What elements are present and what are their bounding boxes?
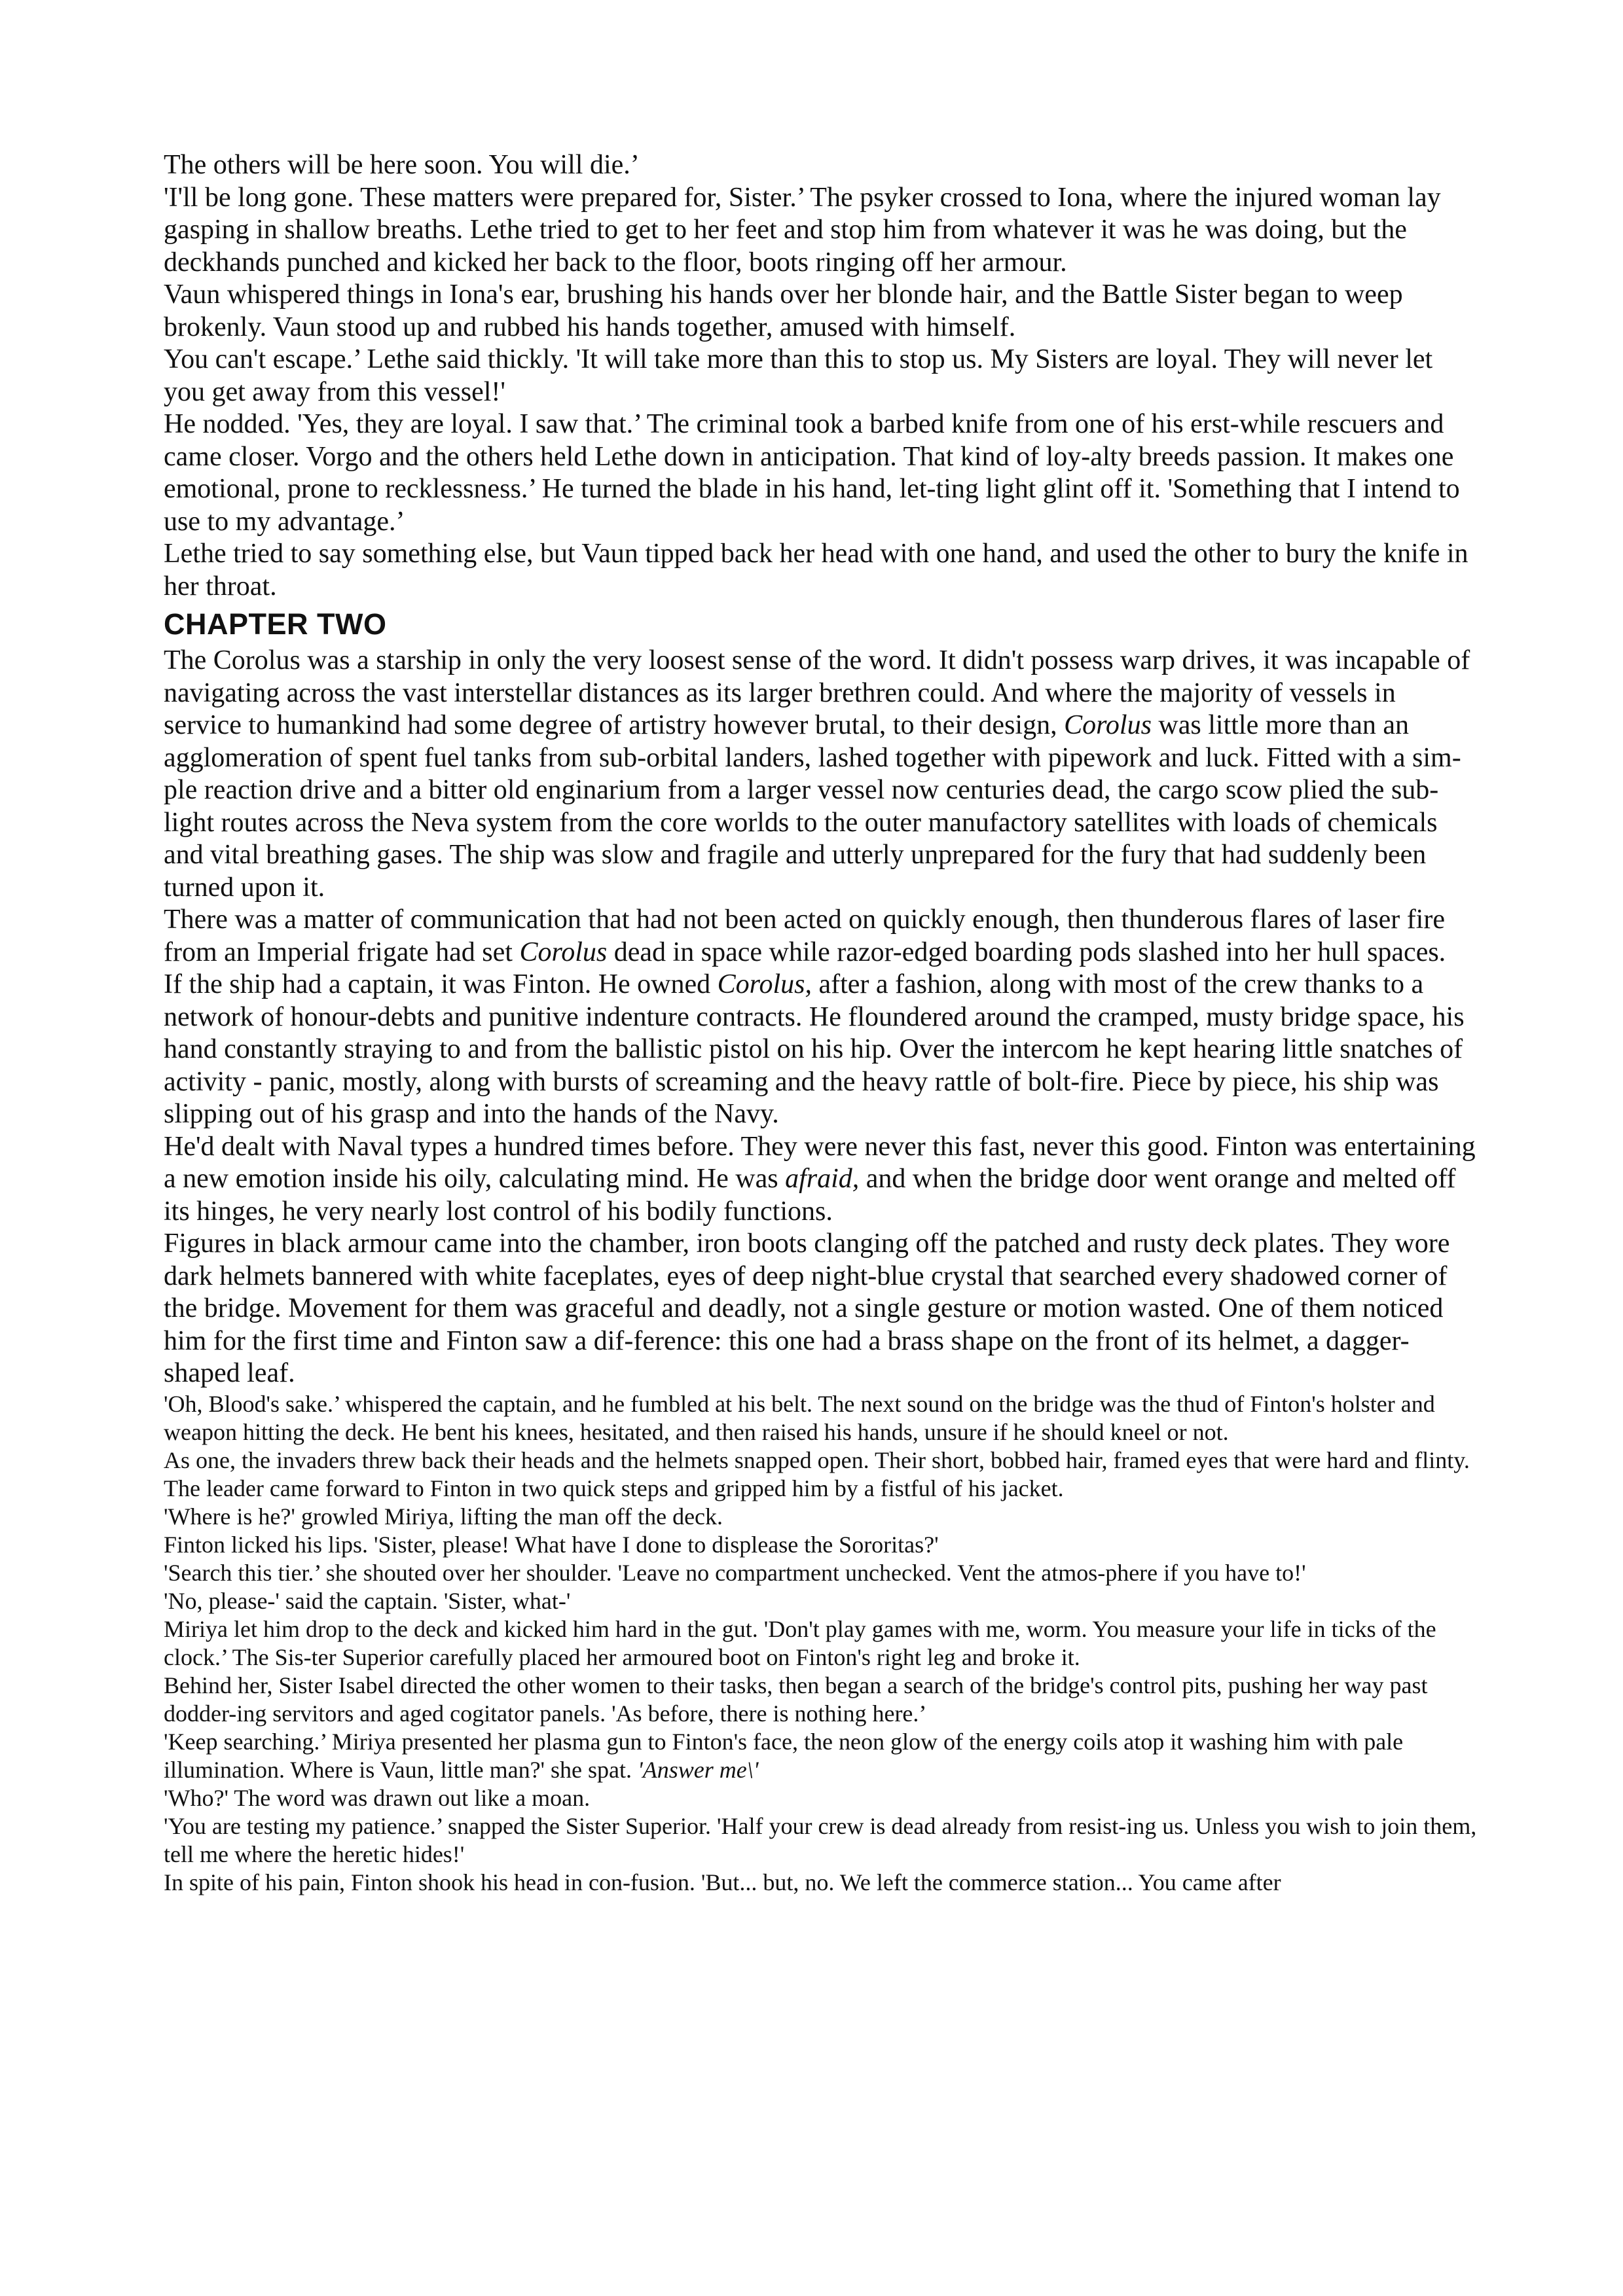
text-run: and when the bridge door went orange and melted off its hinges, he very nearly lost control of his bodily functions.: [164, 1164, 1456, 1227]
paragraph: 'You are testing my patience.’ snapped the Sister Superior. 'Half your crew is dead already from resist-ing us. Unless you wish to join them, tell me where the heretic hides!': [164, 1812, 1477, 1867]
italic-ship-name: Corolus: [519, 937, 608, 967]
paragraph: 'Who?' The word was drawn out like a moan.: [164, 1784, 591, 1811]
text-run: There was a matter of communication that had not been acted on quickly enough, then thunderous flares of laser fire from an Imperial frigate had set: [164, 905, 1445, 967]
text-run: after a fashion, along with most of the crew thanks to a network of honour-debts and punitive indenture contracts. He floundered around the cramped, musty bridge space, his hand constantly straying to and from the ballistic pistol on his hip. Over the intercom he kept hearing little snatches of activity - panic, mostly, along with bursts of screaming and the heavy rattle of bolt-fire. Piece by piece, his ship was slipping out of his grasp and into the hands of the Navy.: [164, 969, 1465, 1129]
italic-text: 'Answer me\': [638, 1756, 759, 1783]
paragraph: [164, 904, 1480, 969]
document-page: [164, 149, 1480, 1897]
paragraph: 'Oh, Blood's sake.’ whispered the captain, and he fumbled at his belt. The next sound on the bridge was the thud of Finton's holster and weapon hitting the deck. He bent his knees, hesitated, and then raised his hands, unsure if he should kneel or not.: [164, 1390, 1435, 1445]
paragraph: You can't escape.’ Lethe said thickly. 'It will take more than this to stop us. My Sisters are loyal. They will never let you get away from this vessel!': [164, 344, 1433, 407]
paragraph: As one, the invaders threw back their heads and the helmets snapped open. Their short, bobbed hair, framed eyes that were hard and flinty. The leader came forward to Finton in two quick steps and gripped him by a fistful of his jacket.: [164, 1446, 1470, 1501]
italic-ship-name: Corolus,: [717, 969, 812, 999]
paragraph: Miriya let him drop to the deck and kicked him hard in the gut. 'Don't play games with me, worm. You measure your life in ticks of the clock.’ The Sis-ter Superior carefully placed her armoured boot on Finton's right leg and broke it.: [164, 1615, 1436, 1670]
paragraph: He nodded. 'Yes, they are loyal. I saw that.’ The criminal took a barbed knife from one of his erst-while rescuers and came closer. Vorgo and the others held Lethe down in anticipation. That kind of loy-alty breeds passion. It makes one emotional, prone to recklessness.’ He turned the blade in his hand, let-ting light glint off it. 'Something that I intend to use to my advantage.’: [164, 409, 1460, 537]
paragraph: The others will be here soon. You will die.’: [164, 150, 640, 180]
text-run: He'd dealt with Naval types a hundred times before. They were never this fast, never this good. Finton was entertaining a new emotion inside his oily, calculating mind. He was: [164, 1131, 1476, 1194]
text-run: The Corolus was a starship in only the very loosest sense of the word. It didn't possess warp drives, it was incapable of navigating across the vast interstellar distances as its larger brethren could. And where the majority of vessels in service to humankind had some degree of artistry however brutal, to their design,: [164, 645, 1470, 740]
text-run: 'Keep searching.’ Miriya presented her plasma gun to Finton's face, the neon glow of the energy coils atop it washing him with pale illumination. Where is Vaun, little man?' she spat.: [164, 1728, 1404, 1783]
paragraph: 'Search this tier.’ she shouted over her shoulder. 'Leave no compartment unchecked. Vent the atmos-phere if you have to!': [164, 1559, 1306, 1586]
paragraph: [164, 1728, 1480, 1784]
paragraph: Behind her, Sister Isabel directed the other women to their tasks, then began a search of the bridge's control pits, pushing her way past dodder-ing servitors and aged cogitator panels. 'As before, there is nothing here.’: [164, 1672, 1428, 1727]
italic-ship-name: Corolus: [1064, 710, 1152, 740]
text-run: was little more than an agglomeration of spent fuel tanks from sub-orbital landers, lashed together with pipework and luck. Fitted with a sim-ple reaction drive and a bitter old enginarium from a larger vessel now centuries dead, the cargo scow plied the sub-light routes across the Neva system from the core worlds to the outer manufactory satellites with loads of chemicals and vital breathing gases. The ship was slow and fragile and utterly unprepared for the fury that had suddenly been turned upon it.: [164, 710, 1461, 903]
paragraph: Figures in black armour came into the chamber, iron boots clanging off the patched and rusty deck plates. They wore dark helmets bannered with white faceplates, eyes of deep night-blue crystal that searched every shadowed corner of the bridge. Movement for them was graceful and deadly, not a single gesture or motion wasted. One of them noticed him for the first time and Finton saw a dif-ference: this one had a brass shape on the front of its helmet, a dagger-shaped leaf.: [164, 1229, 1450, 1388]
paragraph: 'No, please-' said the captain. 'Sister, what-': [164, 1587, 571, 1614]
paragraph: [164, 1131, 1480, 1229]
paragraph: [164, 969, 1480, 1131]
paragraph: Lethe tried to say something else, but Vaun tipped back her head with one hand, and used the other to bury the knife in her throat.: [164, 539, 1468, 601]
paragraph: [164, 645, 1480, 904]
text-run: If the ship had a captain, it was Finton. He owned: [164, 969, 718, 999]
paragraph: Finton licked his lips. 'Sister, please! What have I done to displease the Sororitas?': [164, 1531, 939, 1558]
paragraph: 'I'll be long gone. These matters were prepared for, Sister.’ The psyker crossed to Iona, where the injured woman lay gasping in shallow breaths. Lethe tried to get to her feet and stop him from whatever it was he was doing, but the deckhands punched and kicked her back to the floor, boots ringing off her armour.: [164, 182, 1441, 278]
paragraph: 'Where is he?' growled Miriya, lifting the man off the deck.: [164, 1503, 723, 1530]
paragraph: In spite of his pain, Finton shook his head in con-fusion. 'But... but, no. We left the commerce station... You came after: [164, 1869, 1281, 1895]
italic-word: afraid,: [785, 1164, 860, 1194]
paragraph: Vaun whispered things in Iona's ear, brushing his hands over her blonde hair, and the Battle Sister began to weep brokenly. Vaun stood up and rubbed his hands together, amused with himself.: [164, 279, 1403, 342]
text-run: dead in space while razor-edged boarding pods slashed into her hull spaces.: [607, 937, 1446, 967]
chapter-heading: CHAPTER TWO: [164, 607, 387, 641]
